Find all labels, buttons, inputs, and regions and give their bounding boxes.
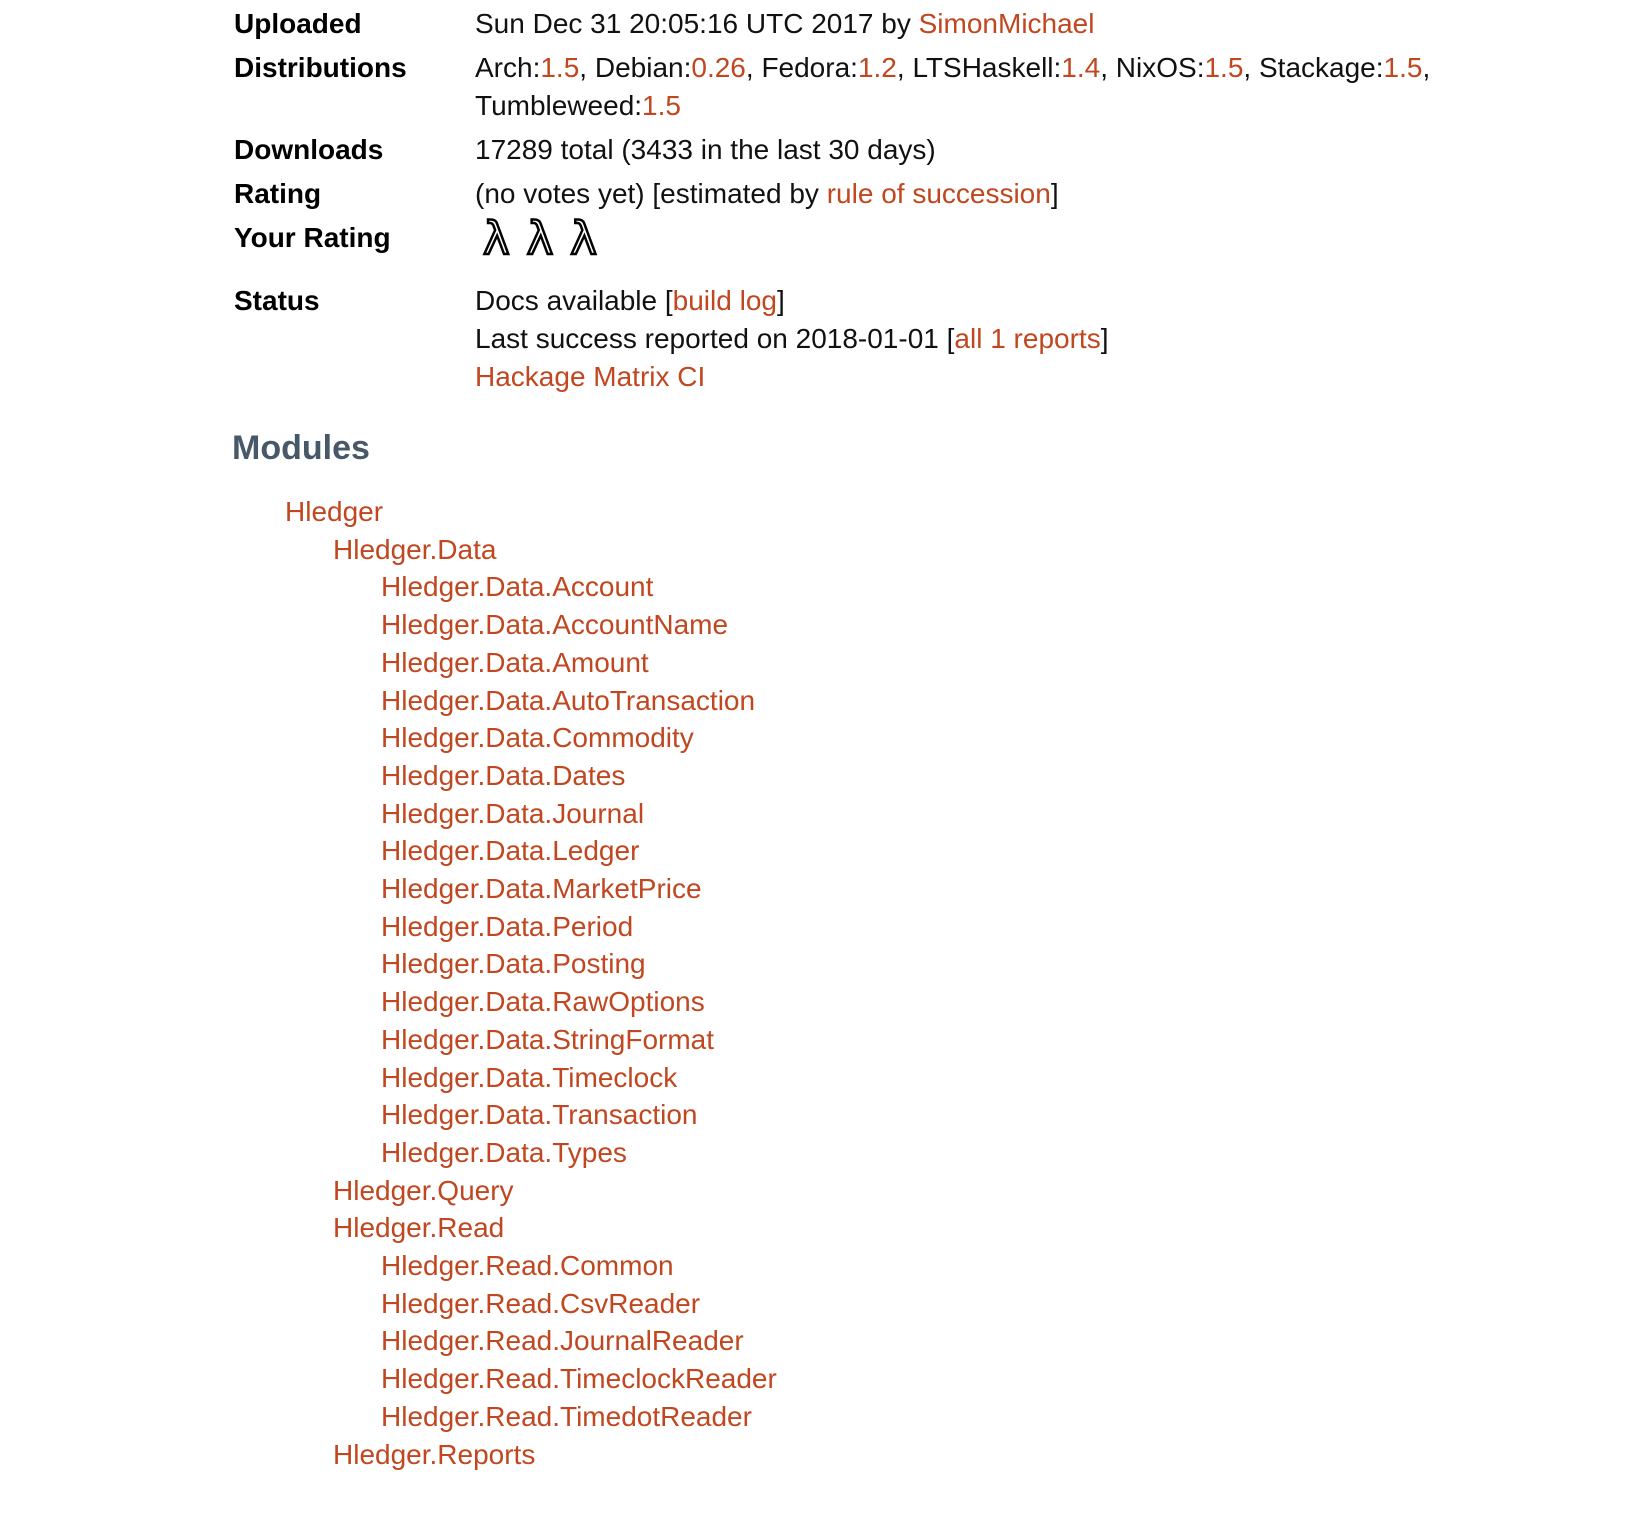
module-row — [0, 1209, 1639, 1247]
module-row — [0, 1172, 1639, 1210]
module-row — [0, 757, 1639, 795]
distribution-version-link[interactable]: 1.5 — [1383, 52, 1423, 83]
module-row — [0, 1134, 1639, 1172]
module-row — [0, 606, 1639, 644]
module-link[interactable]: Hledger.Data.Period — [381, 910, 634, 942]
module-link[interactable]: Hledger.Data.Posting — [381, 948, 646, 980]
distribution-version-link[interactable]: 1.5 — [540, 52, 580, 83]
uploaded-text: Sun Dec 31 20:05:16 UTC 2017 by — [475, 8, 919, 39]
status-line — [475, 358, 1430, 396]
uploader-link[interactable]: SimonMichael — [918, 8, 1095, 39]
status-text: Last success reported on 2018-01-01 [ — [475, 323, 955, 354]
separator: , — [896, 52, 913, 83]
distribution-name: Arch: — [475, 52, 541, 83]
uploaded-value — [475, 2, 1430, 46]
distribution-item — [1259, 52, 1430, 83]
property-row-uploaded — [234, 2, 1430, 46]
module-link[interactable]: Hledger.Data.StringFormat — [381, 1023, 715, 1055]
downloads-value: 17289 total (3433 in the last 30 days) — [475, 134, 936, 165]
distribution-version-link[interactable]: 1.2 — [857, 52, 897, 83]
module-row — [0, 795, 1639, 833]
module-link[interactable]: Hledger.Read.TimeclockReader — [381, 1363, 777, 1395]
distribution-name: Debian: — [594, 52, 692, 83]
distribution-name: NixOS: — [1115, 52, 1205, 83]
module-link[interactable]: Hledger.Data.Account — [381, 571, 654, 603]
rating-suffix: ] — [1050, 178, 1059, 209]
module-row — [0, 870, 1639, 908]
module-row — [0, 1059, 1639, 1097]
module-row — [0, 719, 1639, 757]
property-row-downloads — [234, 128, 1430, 172]
hackage-matrix-ci-link[interactable]: Hackage Matrix CI — [475, 361, 706, 392]
module-link[interactable]: Hledger.Data.Dates — [381, 759, 626, 791]
module-row — [0, 908, 1639, 946]
distributions-label: Distributions — [234, 52, 407, 83]
distribution-name: Stackage: — [1258, 52, 1384, 83]
module-link[interactable]: Hledger.Data.Types — [381, 1136, 627, 1168]
module-row — [0, 531, 1639, 569]
module-row — [0, 832, 1639, 870]
module-link[interactable]: Hledger.Data.Ledger — [381, 835, 640, 867]
property-row-distributions — [234, 46, 1430, 128]
status-text: ] — [776, 285, 785, 316]
rating-lambda-icon[interactable]: λ — [526, 212, 554, 265]
module-row — [0, 1398, 1639, 1436]
rating-prefix: (no votes yet) [estimated by — [475, 178, 827, 209]
property-row-your-rating — [234, 216, 1430, 262]
distribution-version-link[interactable]: 1.4 — [1061, 52, 1101, 83]
status-value — [475, 262, 1430, 399]
distribution-item — [475, 52, 595, 83]
module-link[interactable]: Hledger.Data.Amount — [381, 646, 649, 678]
module-row — [0, 1436, 1639, 1474]
module-link[interactable]: Hledger.Data.AutoTransaction — [381, 684, 756, 716]
module-link[interactable]: Hledger.Data.Timeclock — [381, 1061, 678, 1093]
separator: , — [579, 52, 595, 83]
module-row — [0, 1096, 1639, 1134]
module-row — [0, 644, 1639, 682]
module-row — [0, 493, 1639, 531]
status-line — [475, 282, 1430, 320]
module-link[interactable]: Hledger.Data.RawOptions — [381, 986, 705, 1018]
separator: , — [745, 52, 762, 83]
status-label: Status — [234, 285, 320, 316]
module-link[interactable]: Hledger.Read.CsvReader — [381, 1287, 701, 1319]
rating-value — [475, 172, 1430, 216]
distribution-name: Tumbleweed: — [475, 90, 643, 121]
module-row — [0, 983, 1639, 1021]
module-link[interactable]: Hledger.Data.Transaction — [381, 1099, 698, 1131]
rating-lambda-icon[interactable]: λ — [570, 212, 597, 265]
module-tree — [0, 493, 1639, 1473]
separator: , — [1422, 52, 1431, 83]
downloads-label: Downloads — [234, 134, 384, 165]
module-link[interactable]: Hledger.Reports — [333, 1438, 536, 1470]
distribution-item — [1116, 52, 1259, 83]
property-row-status — [234, 262, 1430, 399]
distribution-item — [595, 52, 762, 83]
module-link[interactable]: Hledger.Read.JournalReader — [381, 1325, 744, 1357]
separator: , — [1100, 52, 1116, 83]
build-log-link[interactable]: build log — [672, 285, 777, 316]
rating-label: Rating — [234, 178, 322, 209]
module-row — [0, 1360, 1639, 1398]
module-link[interactable]: Hledger.Data — [333, 533, 497, 565]
module-link[interactable]: Hledger — [285, 496, 384, 527]
package-properties-table — [234, 2, 1430, 399]
module-row — [0, 945, 1639, 983]
module-link[interactable]: Hledger.Data.MarketPrice — [381, 873, 702, 905]
module-link[interactable]: Hledger.Read.Common — [381, 1250, 674, 1282]
distribution-item — [475, 90, 681, 121]
module-link[interactable]: Hledger.Data.AccountName — [381, 609, 729, 641]
distribution-version-link[interactable]: 1.5 — [1204, 52, 1244, 83]
uploaded-label: Uploaded — [234, 8, 362, 39]
distribution-item — [912, 52, 1115, 83]
module-link[interactable]: Hledger.Data.Journal — [381, 797, 645, 829]
modules-heading: Modules — [232, 429, 370, 467]
status-text: Docs available [ — [475, 285, 673, 316]
rule-of-succession-link[interactable]: rule of succession — [826, 178, 1051, 209]
module-link[interactable]: Hledger.Read — [333, 1212, 505, 1244]
status-line — [475, 320, 1430, 358]
distribution-version-link[interactable]: 1.5 — [642, 90, 681, 121]
your-rating-value — [475, 212, 1430, 265]
module-link[interactable]: Hledger.Data.Commodity — [381, 722, 694, 754]
status-text: ] — [1100, 323, 1109, 354]
distribution-name: LTSHaskell: — [912, 52, 1062, 83]
distribution-item — [761, 52, 912, 83]
module-row — [0, 1021, 1639, 1059]
separator: , — [1243, 52, 1259, 83]
rating-lambda-icon[interactable]: λ — [483, 212, 510, 265]
distribution-name: Fedora: — [761, 52, 858, 83]
property-row-rating — [234, 172, 1430, 216]
module-row — [0, 1285, 1639, 1323]
distributions-value — [475, 46, 1430, 128]
module-row — [0, 568, 1639, 606]
module-row — [0, 1247, 1639, 1285]
all-reports-link[interactable]: all 1 reports — [954, 323, 1101, 354]
distribution-version-link[interactable]: 0.26 — [691, 52, 746, 83]
module-link[interactable]: Hledger.Read.TimedotReader — [381, 1400, 752, 1432]
module-row — [0, 1322, 1639, 1360]
module-link[interactable]: Hledger.Query — [333, 1174, 514, 1206]
your-rating-label: Your Rating — [234, 222, 391, 253]
module-row — [0, 682, 1639, 720]
